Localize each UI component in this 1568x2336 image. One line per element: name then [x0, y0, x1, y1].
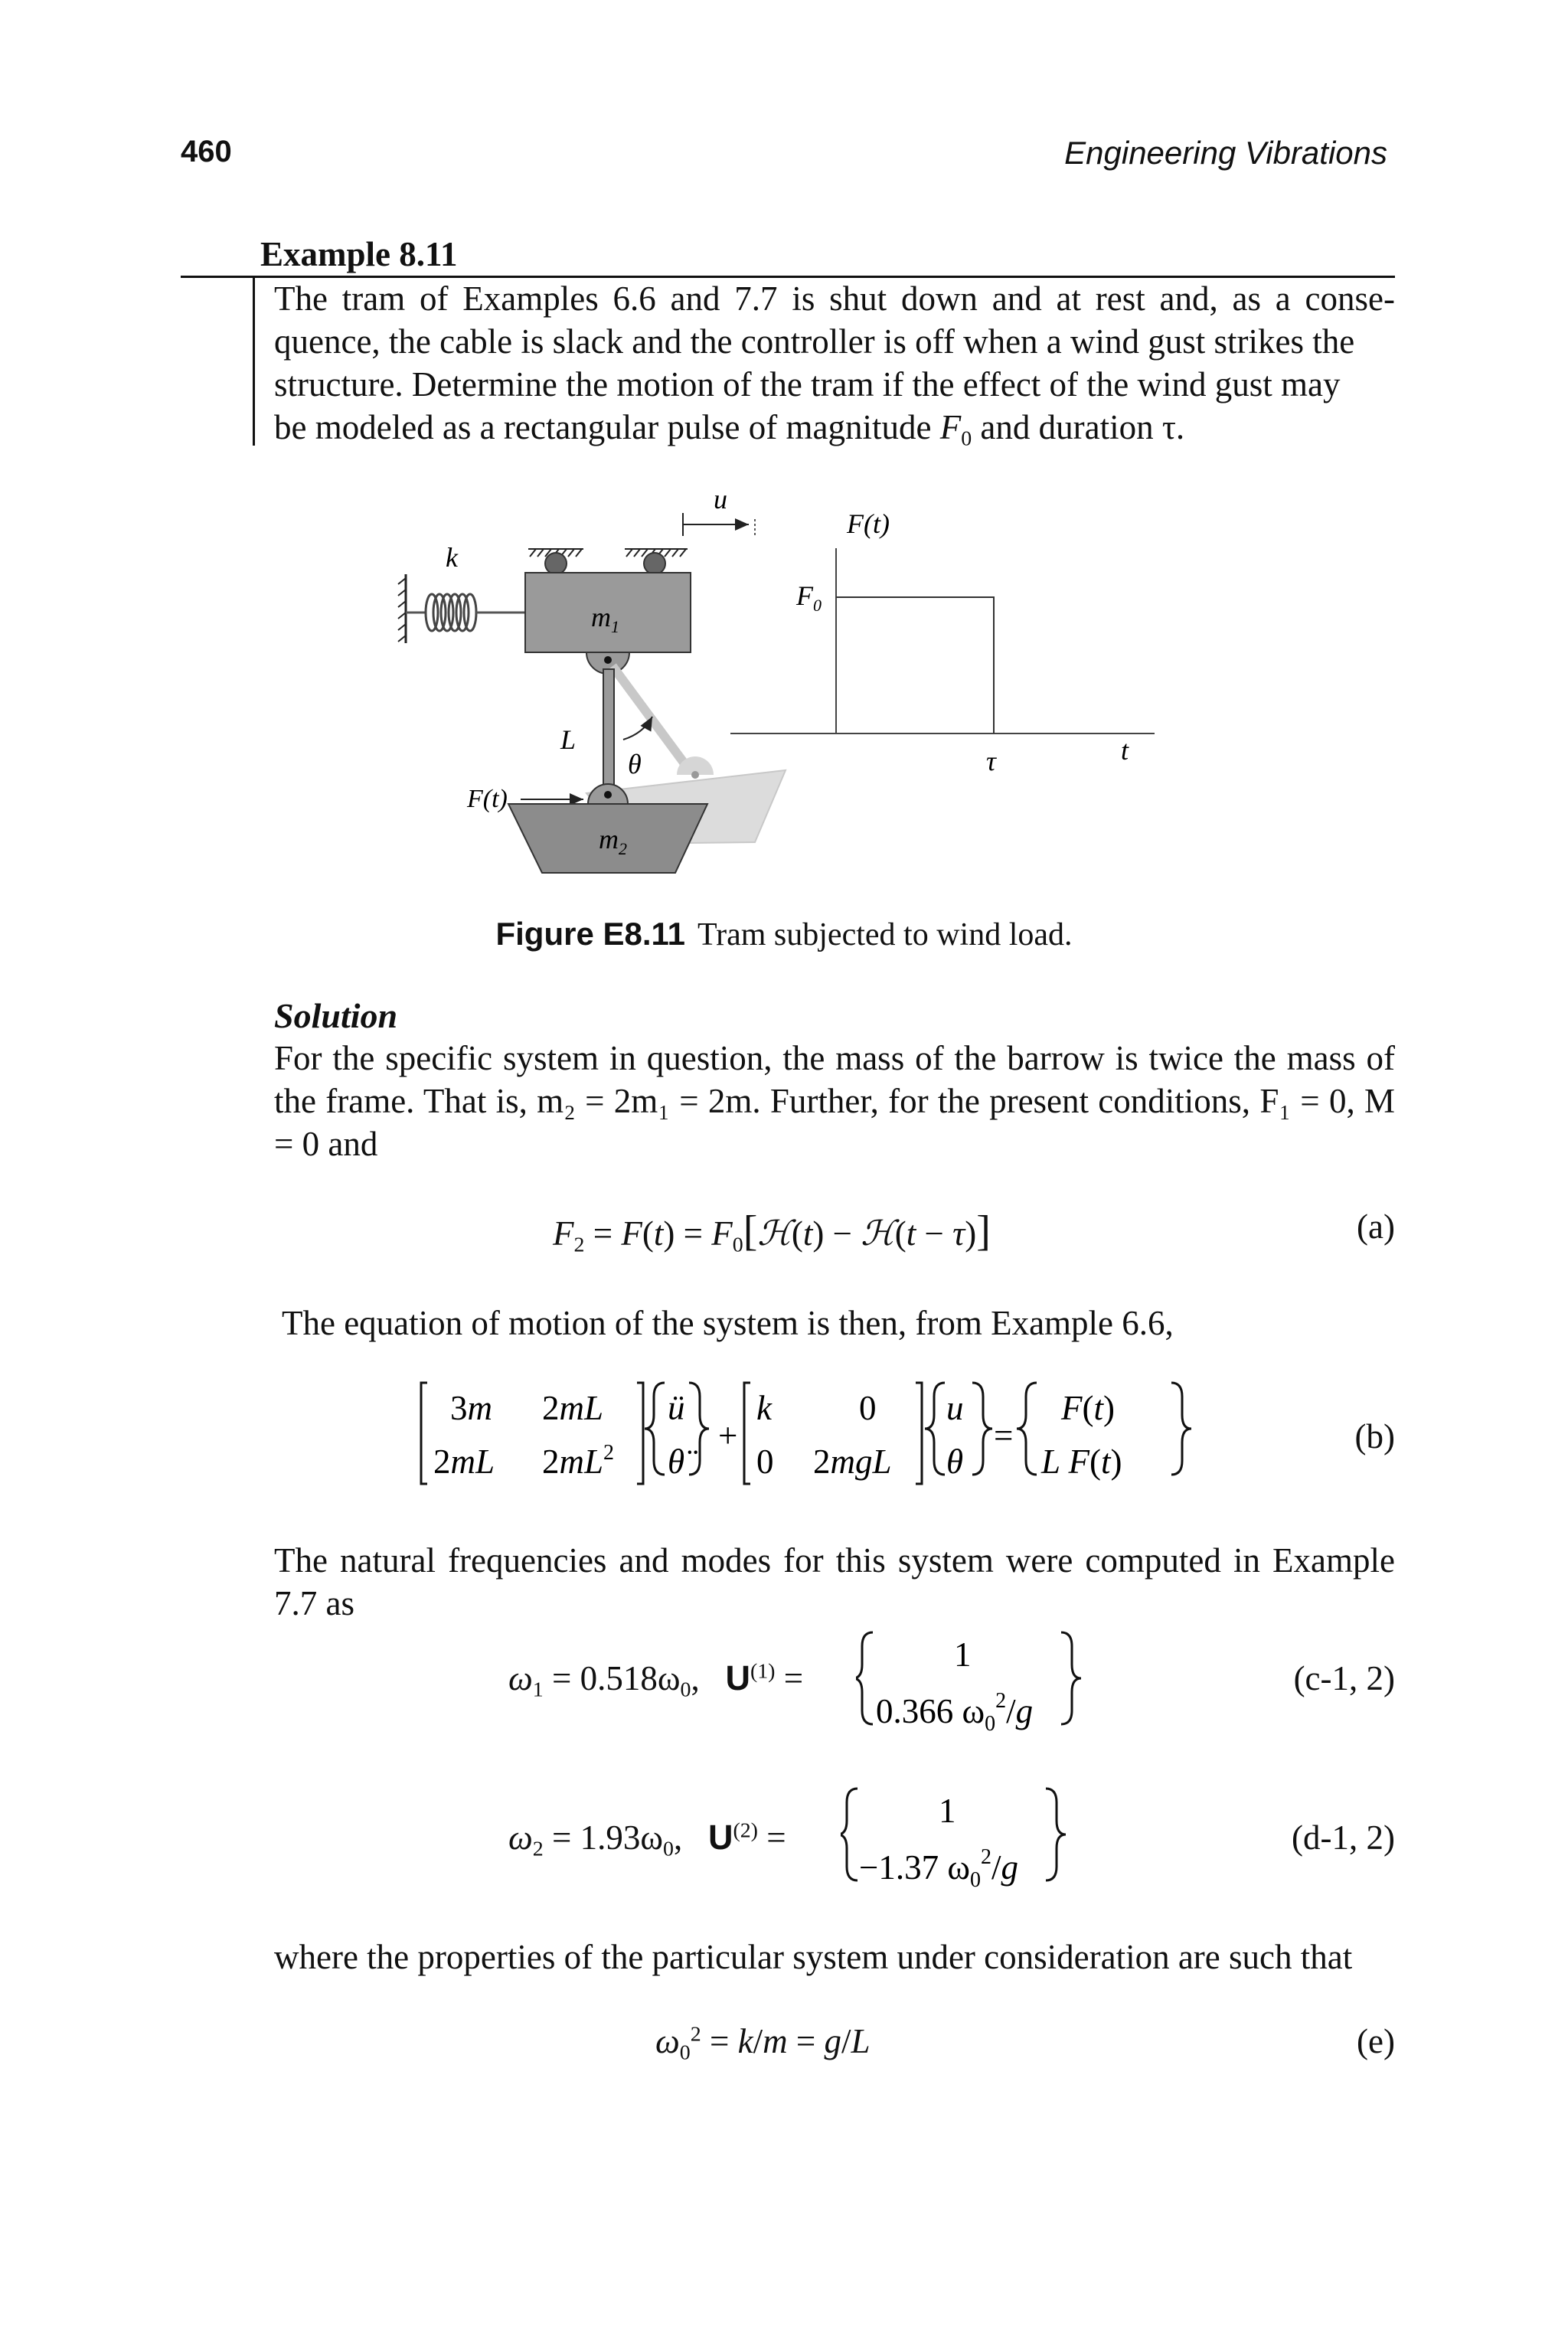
svg-text:+: + [718, 1416, 738, 1455]
paragraph-line: The natural frequencies and modes for this system were computed in Example [274, 1541, 1395, 1580]
equation-a [274, 1207, 1395, 1260]
solution-paragraph-3 [274, 1539, 1395, 1625]
svg-text:=: = [994, 1416, 1014, 1455]
example-title: Example 8.11 [260, 235, 458, 273]
equation-d-body: $\omega_2 = 1.93\omega_0$, $U^{(2)}$ = [508, 1818, 786, 1861]
figure-caption-text: Tram subjected to wind load. [697, 917, 1073, 952]
equation-c-vector [856, 1628, 1086, 1743]
paragraph-line: 7.7 as [274, 1584, 354, 1622]
svg-text:L F(t): L F(t) [1041, 1442, 1122, 1481]
m2-label: $m_2$ [599, 824, 627, 858]
page-number: 460 [181, 135, 232, 168]
figure-caption [0, 916, 1568, 953]
wheel-right [644, 553, 665, 574]
svg-text:2mL: 2mL [433, 1442, 495, 1481]
F0-label: $F_0$ [796, 580, 822, 615]
svg-text:θ̈: θ̈ [668, 1442, 685, 1481]
solution-paragraph-1 [274, 1037, 1395, 1165]
svg-text:F(t): F(t) [1061, 1389, 1116, 1427]
equation-d [274, 1784, 1395, 1899]
statement-line: The tram of Examples 6.6 and 7.7 is shut down and at rest and, as a conse- [274, 279, 1395, 318]
statement-line: structure. Determine the motion of the tram if the effect of the wind gust may [274, 365, 1341, 403]
pulse-line [836, 597, 994, 733]
tau-label: τ [986, 746, 996, 776]
svg-text:ü: ü [668, 1389, 685, 1427]
svg-text:2mL2: $2mL^2$ [542, 1441, 615, 1481]
equation-d-vector [841, 1784, 1070, 1899]
equation-e [274, 2021, 1395, 2075]
pulse-chart [730, 508, 1155, 776]
statement-line: quence, the cable is slack and the controller is off when a wind gust strikes the [274, 322, 1355, 361]
equation-number-b: (b) [1354, 1417, 1395, 1456]
svg-text:−1.37 ω02/g: −1.37 $\omega_0^2/g$ [859, 1845, 1019, 1892]
pendulum-ghost [612, 666, 686, 766]
solution-paragraph-4: where the properties of the particular system under consideration are such that [274, 1938, 1353, 1976]
equation-b [274, 1378, 1395, 1493]
m1-label: $m_1$ [591, 602, 619, 636]
svg-text:1: 1 [954, 1635, 972, 1674]
spring-icon [426, 594, 476, 631]
pendulum-rod [603, 669, 614, 796]
svg-text:1: 1 [939, 1792, 956, 1830]
wheel-left [545, 553, 567, 574]
plot-xlabel: t [1121, 735, 1129, 766]
equation-c [274, 1628, 1395, 1743]
svg-text:θ: θ [946, 1442, 964, 1481]
u-label: u [714, 490, 727, 515]
paragraph-line: For the specific system in question, the mass of the barrow is twice the mass of [274, 1039, 1395, 1077]
example-left-bar [253, 276, 255, 446]
svg-text:2mgL: 2mgL [813, 1442, 892, 1481]
running-head: Engineering Vibrations [1064, 135, 1387, 171]
plot-ylabel: F(t) [847, 508, 890, 539]
solution-paragraph-2: The equation of motion of the system is then, from Example 6.6, [282, 1304, 1174, 1342]
svg-text:3m: 3m [450, 1389, 492, 1427]
equation-number-a: (a) [1357, 1207, 1395, 1246]
svg-text:k: k [756, 1389, 772, 1427]
equation-b-matrix [420, 1378, 1231, 1493]
Ft-label: F(t) [467, 785, 508, 813]
paragraph-line: = 0 and [274, 1125, 378, 1163]
equation-e-body: $\omega_0^2 = k/m = g/L$ [655, 2022, 871, 2065]
L-label: L [560, 724, 577, 755]
equation-number-d: (d-1, 2) [1292, 1818, 1395, 1857]
example-statement [274, 277, 1395, 449]
svg-text:2mL: 2mL [542, 1389, 604, 1427]
figure-label: Figure E8.11 [495, 916, 685, 952]
theta-label: θ [628, 749, 642, 779]
equation-c-body: $\omega_1 = 0.518\omega_0$, $U^{(1)}$ = [508, 1658, 804, 1702]
svg-text:0.366 ω02/g: 0.366 $\omega_0^2/g$ [876, 1689, 1034, 1736]
equation-number-c: (c-1, 2) [1293, 1659, 1395, 1697]
svg-text:u: u [946, 1389, 964, 1427]
svg-text:0: 0 [859, 1389, 877, 1427]
paragraph-line: the frame. That is, m₂ = 2m₁ = 2m. Further, for the present conditions, F₁ = 0, M [274, 1082, 1395, 1120]
figure-tram [383, 490, 1240, 907]
solution-heading: Solution [274, 996, 398, 1035]
statement-line: be modeled as a rectangular pulse of magnitude $F_0$ and duration τ. [274, 408, 1185, 451]
equation-number-e: (e) [1357, 2022, 1395, 2060]
k-label: k [446, 542, 458, 573]
svg-text:0: 0 [756, 1442, 774, 1481]
tram-diagram [383, 490, 1240, 903]
equation-a-body: $F_2 = F(t)$ = $F_0[ℋ(t)$ − ℋ(t − τ)] [553, 1207, 991, 1257]
